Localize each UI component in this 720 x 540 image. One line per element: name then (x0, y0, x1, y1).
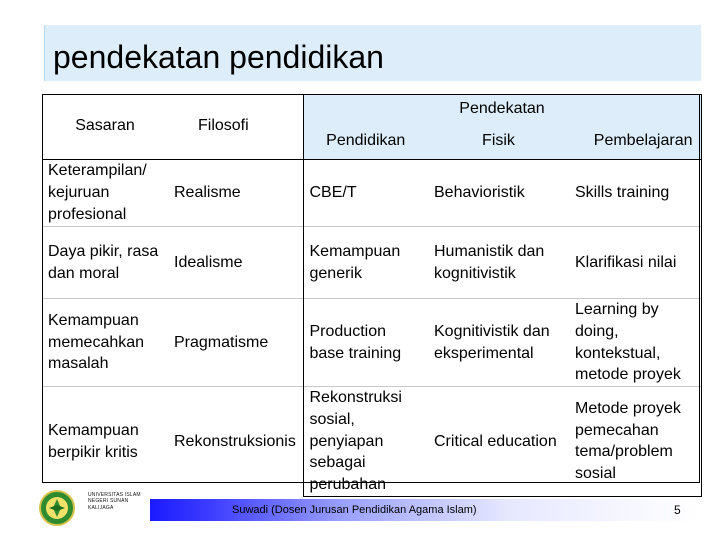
cell-sasaran: Kemampuan memecahkan masalah (42, 299, 168, 387)
cell-pendidikan: Production base training (303, 299, 428, 387)
page-number: 5 (674, 503, 681, 517)
table-row (42, 160, 701, 227)
cell-filosofi: Idealisme (168, 227, 303, 299)
header-pendekatan: Pendekatan (303, 95, 701, 124)
cell-pembelajaran: Klarifikasi nilai (569, 227, 701, 299)
header-fisik: Fisik (428, 123, 569, 160)
cell-sasaran: Keterampilan/ kejuruan profesional (42, 160, 168, 227)
cell-pendidikan: Kemampuan generik (303, 227, 428, 299)
table-row (42, 227, 701, 299)
cell-sasaran: Kemampuan berpikir kritis (42, 387, 168, 497)
cell-fisik: Behavioristik (428, 160, 569, 227)
cell-pembelajaran: Learning by doing, kontekstual, metode proyek (569, 299, 701, 387)
cell-pendidikan: CBE/T (303, 160, 428, 227)
footer-author: Suwadi (Dosen Jurusan Pendidikan Agama Islam) (232, 504, 477, 516)
cell-fisik: Critical education (428, 387, 569, 497)
cell-pembelajaran: Metode proyek pemecahan tema/problem sosial (569, 387, 701, 497)
table-row (42, 387, 701, 497)
header-row-1 (42, 95, 701, 124)
cell-fisik: Humanistik dan kognitivistik (428, 227, 569, 299)
cell-pembelajaran: Skills training (569, 160, 701, 227)
header-pembelajaran: Pembelajaran (569, 123, 701, 160)
university-logo (38, 488, 76, 528)
cell-filosofi: Pragmatisme (168, 299, 303, 387)
title-bar (44, 25, 701, 81)
header-filosofi: Filosofi (198, 116, 249, 134)
table-row (42, 299, 701, 387)
cell-fisik: Kognitivistik dan eksperimental (428, 299, 569, 387)
approach-table (42, 94, 702, 497)
header-pendidikan: Pendidikan (303, 123, 428, 160)
cell-filosofi: Realisme (168, 160, 303, 227)
cell-filosofi: Rekonstruksionis (168, 387, 303, 497)
cell-pendidikan: Rekonstruksi sosial, penyiapan sebagai perubahan (303, 387, 428, 497)
logo-wordmark: UNIVERSITAS ISLAM NEGERI SUNAN KALIJAGA (88, 492, 141, 511)
header-sasaran: Sasaran (75, 116, 135, 134)
cell-sasaran: Daya pikir, rasa dan moral (42, 227, 168, 299)
page-title: pendekatan pendidikan (53, 39, 384, 75)
